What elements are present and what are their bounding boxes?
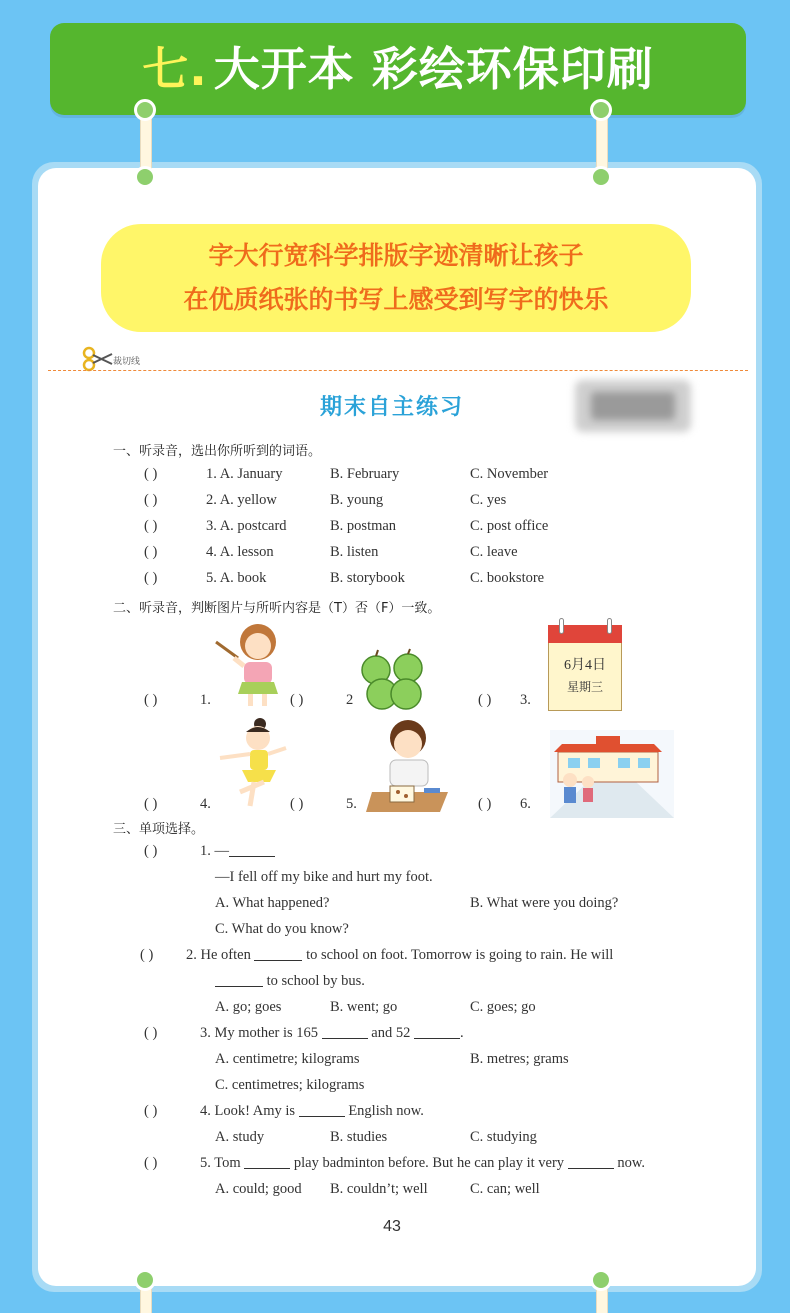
option-b: B. metres; grams — [470, 1051, 569, 1067]
question-2: ( ) 2. He often to school on foot. Tomorrow is going to rain. He will — [140, 947, 614, 963]
answer-blank[interactable] — [244, 1155, 290, 1169]
option-a: A. What happened? — [215, 895, 330, 911]
option-b: B. What were you doing? — [470, 895, 619, 911]
banner-title — [50, 23, 746, 115]
list-item: ( ) 2 — [290, 692, 354, 708]
option-c: C. What do you know? — [215, 921, 349, 937]
answer-paren[interactable]: ( ) — [144, 466, 158, 482]
answer-paren[interactable]: ( ) — [144, 843, 158, 859]
list-item: ( ) 1. — [144, 692, 211, 708]
answer-paren[interactable]: ( ) — [290, 692, 304, 708]
calendar-weekday: 星期三 — [566, 680, 603, 694]
binder-ring-icon — [134, 1269, 156, 1291]
school-illustration — [550, 730, 674, 818]
answer-paren[interactable]: ( ) — [144, 796, 158, 812]
answer-blank[interactable] — [229, 843, 275, 857]
answer-blank[interactable] — [215, 973, 263, 987]
section1-heading: 一、听录音，选出你所听到的词语。 — [113, 444, 322, 459]
answer-paren[interactable]: ( ) — [478, 796, 492, 812]
option-c: C. bookstore — [470, 570, 545, 586]
banner-title-text: 大开本 彩绘环保印刷 — [213, 42, 654, 96]
section3-heading: 三、单项选择。 — [113, 822, 205, 837]
answer-paren[interactable]: ( ) — [144, 492, 158, 508]
banner-number: 七. — [142, 42, 208, 96]
worksheet-page — [38, 168, 756, 1286]
list-item: ( ) 2. A. yellow — [144, 492, 277, 508]
option-a: A. go; goes — [215, 999, 282, 1015]
option-b: B. listen — [330, 544, 379, 560]
option-b: B. February — [330, 466, 400, 482]
blurred-logo — [575, 380, 691, 432]
option-b: B. storybook — [330, 570, 405, 586]
option-b: B. couldn’t; well — [330, 1181, 428, 1197]
binder-ring-icon — [590, 99, 612, 121]
list-item: ( ) 5. A. book — [144, 570, 267, 586]
question-3: ( ) 3. My mother is 165 and 52 . — [144, 1025, 464, 1041]
binder-ring-icon — [590, 1269, 612, 1291]
calendar-illustration — [548, 625, 622, 711]
feature-callout — [101, 224, 691, 332]
answer-paren[interactable]: ( ) — [140, 947, 154, 963]
answer-paren[interactable]: ( ) — [144, 1103, 158, 1119]
option-c: C. post office — [470, 518, 549, 534]
boy-drawing-illustration — [364, 716, 454, 814]
binder-ring-icon — [134, 99, 156, 121]
calendar-date: 6月4日 — [564, 658, 606, 673]
scissors-icon — [82, 346, 114, 372]
cut-line — [48, 370, 748, 371]
cut-line-label: 裁切线 — [113, 357, 141, 367]
page-number: 43 — [383, 1218, 401, 1235]
top-banner — [50, 23, 746, 115]
dialog-answer: —I fell off my bike and hurt my foot. — [215, 869, 433, 885]
option-c: C. studying — [470, 1129, 537, 1145]
answer-paren[interactable]: ( ) — [144, 692, 158, 708]
list-item: ( ) 6. — [478, 796, 531, 812]
option-a: A. study — [215, 1129, 265, 1145]
list-item: ( ) 4. — [144, 796, 211, 812]
answer-blank[interactable] — [414, 1025, 460, 1039]
answer-paren[interactable]: ( ) — [144, 1155, 158, 1171]
answer-paren[interactable]: ( ) — [290, 796, 304, 812]
callout-line-1: 字大行宽科学排版字迹清晰让孩子 — [208, 241, 584, 270]
answer-paren[interactable]: ( ) — [144, 1025, 158, 1041]
list-item: ( ) 1. A. January — [144, 466, 283, 482]
option-a: A. centimetre; kilograms — [215, 1051, 360, 1067]
page-title: 期末自主练习 — [319, 395, 464, 420]
question-4: ( ) 4. Look! Amy is English now. — [144, 1103, 424, 1119]
callout-line-2: 在优质纸张的书写上感受到写字的快乐 — [183, 285, 609, 314]
option-c: C. goes; go — [470, 999, 536, 1015]
girl-teacher-illustration — [212, 620, 286, 712]
answer-paren[interactable]: ( ) — [144, 544, 158, 560]
question-1: ( ) 1. — — [144, 843, 275, 860]
binder-ring-icon — [590, 166, 612, 188]
question-2-continued: to school by bus. — [215, 973, 365, 990]
option-c: C. November — [470, 466, 549, 482]
list-item: ( ) 3. — [478, 692, 531, 708]
binder-ring-icon — [134, 166, 156, 188]
answer-paren[interactable]: ( ) — [144, 570, 158, 586]
section2-heading: 二、听录音，判断图片与所听内容是（T）否（F）一致。 — [113, 601, 441, 616]
option-a: A. could; good — [215, 1181, 302, 1197]
option-c: C. can; well — [470, 1181, 540, 1197]
answer-blank[interactable] — [254, 947, 302, 961]
answer-paren[interactable]: ( ) — [144, 518, 158, 534]
answer-blank[interactable] — [299, 1103, 345, 1117]
answer-blank[interactable] — [322, 1025, 368, 1039]
dancing-girl-illustration — [212, 718, 288, 814]
list-item: ( ) 5. — [290, 796, 357, 812]
answer-paren[interactable]: ( ) — [478, 692, 492, 708]
question-5: ( ) 5. Tom play badminton before. But he can play it very now. — [144, 1155, 645, 1171]
option-b: B. postman — [330, 518, 397, 534]
option-c: C. centimetres; kilograms — [215, 1077, 365, 1093]
apples-illustration — [356, 648, 428, 714]
option-b: B. went; go — [330, 999, 398, 1015]
option-b: B. young — [330, 492, 384, 508]
answer-blank[interactable] — [568, 1155, 614, 1169]
option-c: C. leave — [470, 544, 518, 560]
list-item: ( ) 4. A. lesson — [144, 544, 274, 560]
option-b: B. studies — [330, 1129, 388, 1145]
list-item: ( ) 3. A. postcard — [144, 518, 287, 534]
option-c: C. yes — [470, 492, 507, 508]
